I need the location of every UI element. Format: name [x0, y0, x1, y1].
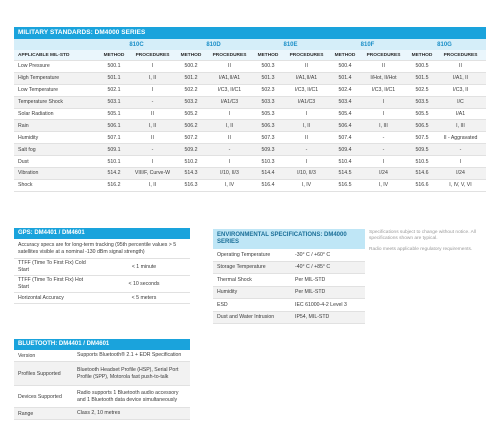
gps-row-label: TTFF (Time To First Fix) Hot Start [18, 277, 84, 290]
env-row-value: -30° C / +60° C [295, 251, 331, 258]
procedure-cell: I/A1, II [453, 75, 468, 82]
bt-row-value: Bluetooth Headset Profile (HSP), Serial Port Profile (SPP), Motorola fast push-to-talk [77, 366, 179, 380]
env-row [213, 274, 365, 287]
method-cell: 500.4 [338, 63, 352, 70]
env-row-value: IEC 61000-4-2 Level 3 [295, 301, 347, 308]
method-cell: 503.5 [415, 99, 429, 106]
method-cell: 509.2 [184, 146, 198, 153]
procedure-cell: I [151, 158, 154, 165]
environmental-specs [213, 229, 365, 324]
method-cell: 509.3 [261, 146, 275, 153]
method-cell: 507.2 [184, 134, 198, 141]
header-method: METHOD [411, 52, 433, 58]
env-row-label: Storage Temperature [217, 264, 266, 271]
header-procedures: PROCEDURES [366, 52, 401, 58]
method-cell: 501.1 [107, 75, 121, 82]
table-row [14, 61, 486, 73]
procedure-cell: - [151, 146, 154, 153]
procedure-cell: II [228, 63, 231, 70]
procedure-cell: - [228, 146, 231, 153]
procedure-cell: - [459, 146, 462, 153]
method-cell: 505.1 [107, 111, 121, 117]
bluetooth-specs [14, 339, 190, 420]
procedure-cell: II [151, 111, 154, 117]
method-cell: 503.1 [107, 99, 121, 106]
procedure-cell: I/A1 [455, 111, 466, 117]
bt-row-label: Version [18, 352, 36, 359]
gps-row-cold-start [14, 258, 190, 275]
method-cell: 514.5 [338, 170, 352, 177]
method-cell: 500.2 [184, 63, 198, 70]
env-row [213, 262, 365, 275]
procedure-cell: II - Aggravated [443, 134, 478, 141]
method-cell: 505.5 [415, 111, 429, 117]
header-applicable-mil-std: APPLICABLE MIL-STD [18, 52, 70, 58]
method-cell: 510.1 [107, 158, 121, 165]
env-row-label: Humidity [217, 289, 238, 296]
footnotes [369, 230, 485, 257]
procedure-cell: - [305, 146, 308, 153]
header-method: METHOD [103, 52, 125, 58]
header-procedures: PROCEDURES [289, 52, 324, 58]
procedure-cell: I, III [456, 122, 465, 129]
gps-row-value: < 5 meters [131, 295, 157, 301]
procedure-cell: I [151, 87, 154, 94]
procedure-cell: I [305, 111, 308, 117]
row-label: Humidity [18, 134, 39, 141]
procedure-cell: I/C3, II/C1 [294, 87, 319, 94]
procedure-cell: II [305, 134, 308, 141]
procedure-cell: - [382, 134, 385, 141]
group-810c: 810C [129, 41, 144, 48]
procedure-cell: I/24 [379, 170, 388, 177]
procedure-cell: I/C3, II/C1 [217, 87, 242, 94]
method-cell: 500.1 [107, 63, 121, 70]
env-row-value: IP54, MIL-STD [295, 314, 330, 321]
group-810g: 810G [437, 41, 452, 48]
group-810f: 810F [360, 41, 375, 48]
regulatory-note: Radio meets applicable regulatory requirements. [369, 246, 473, 252]
method-cell: 507.5 [415, 134, 429, 141]
method-cell: 507.1 [107, 134, 121, 141]
table-row [14, 180, 486, 192]
gps-row-label: Horizontal Accuracy [18, 294, 64, 301]
method-cell: 501.2 [184, 75, 198, 82]
table-row [14, 73, 486, 85]
procedure-cell: I/C3, II/C1 [371, 87, 396, 94]
header-procedures: PROCEDURES [135, 52, 170, 58]
bt-row-label: Devices Supported [18, 393, 62, 400]
procedure-cell: - [151, 99, 154, 106]
procedure-cell: I, II [302, 122, 311, 129]
method-cell: 502.5 [415, 87, 429, 94]
method-cell: 506.2 [184, 122, 198, 129]
method-cell: 506.4 [338, 122, 352, 129]
environmental-title: ENVIRONMENTAL SPECIFICATIONS: DM4000 SERIES [213, 229, 365, 249]
method-cell: 503.4 [338, 99, 352, 106]
header-method: METHOD [257, 52, 279, 58]
military-standards-table [14, 27, 486, 192]
gps-accuracy-note: Accuracy specs are for long-term tracking (95th percentile values > 5 satellites visible at a nominal -130 dBm signal strength) [18, 242, 177, 255]
method-cell: 505.4 [338, 111, 352, 117]
row-label: Low Pressure [18, 63, 50, 70]
table-row [14, 120, 486, 132]
procedure-cell: I, IV [301, 182, 312, 189]
method-cell: 502.2 [184, 87, 198, 94]
method-cell: 510.3 [261, 158, 275, 165]
row-label: High Temperature [18, 75, 60, 82]
method-cell: 502.4 [338, 87, 352, 94]
procedure-cell: VIII/F, Curve-W [134, 170, 171, 177]
header-procedures: PROCEDURES [212, 52, 247, 58]
method-cell: 510.2 [184, 158, 198, 165]
env-row [213, 312, 365, 325]
env-row [213, 287, 365, 300]
procedure-cell: I [382, 111, 385, 117]
gps-row-hot-start [14, 275, 190, 292]
method-cell: 516.6 [415, 182, 429, 189]
table-row [14, 85, 486, 97]
bt-row-label: Range [18, 410, 34, 417]
env-row-value: Per MIL-STD [295, 276, 326, 283]
method-cell: 509.4 [338, 146, 352, 153]
method-cell: 506.1 [107, 122, 121, 129]
column-header-row [14, 50, 486, 61]
procedure-cell: I/C [457, 99, 464, 106]
procedure-cell: I/Hot, II/Hot [370, 75, 397, 82]
method-cell: 505.2 [184, 111, 198, 117]
procedure-cell: I, II [148, 182, 157, 189]
env-row-label: Thermal Shock [217, 276, 252, 283]
standard-group-row [14, 39, 486, 50]
group-spacer [14, 39, 98, 50]
row-label: Rain [18, 122, 29, 129]
env-row [213, 299, 365, 312]
method-cell: 503.2 [184, 99, 198, 106]
procedure-cell: II [151, 134, 154, 141]
table-row [14, 168, 486, 180]
method-cell: 503.3 [261, 99, 275, 106]
env-row-value: -40° C / +85° C [295, 264, 331, 271]
group-810e: 810E [283, 41, 298, 48]
procedure-cell: I [382, 158, 385, 165]
gps-row-accuracy [14, 292, 190, 304]
method-cell: 502.1 [107, 87, 121, 94]
procedure-cell: II [382, 63, 385, 70]
gps-row-label: TTFF (Time To First Fix) Cold Start [18, 260, 86, 273]
procedure-cell: I [228, 158, 231, 165]
env-row-value: Per MIL-STD [295, 289, 326, 296]
row-label: Vibration [18, 170, 39, 177]
env-row-label: ESD [217, 301, 228, 308]
procedure-cell: - [382, 146, 385, 153]
procedure-cell: II [228, 134, 231, 141]
procedure-cell: I [228, 111, 231, 117]
method-cell: 501.4 [338, 75, 352, 82]
method-cell: 505.3 [261, 111, 275, 117]
method-cell: 509.1 [107, 146, 121, 153]
method-cell: 516.4 [261, 182, 275, 189]
procedure-cell: I/A1,II/A1 [218, 75, 241, 82]
method-cell: 501.3 [261, 75, 275, 82]
procedure-cell: I/10, II/3 [220, 170, 239, 177]
method-cell: 501.5 [415, 75, 429, 82]
method-cell: 506.3 [261, 122, 275, 129]
method-cell: 514.3 [184, 170, 198, 177]
group-810d: 810D [206, 41, 221, 48]
procedure-cell: II [305, 63, 308, 70]
bt-row [14, 408, 190, 420]
bt-row-value: Class 2, 10 metres [77, 410, 121, 417]
row-label: Dust [18, 158, 29, 165]
header-method: METHOD [334, 52, 356, 58]
gps-title: GPS: DM4401 / DM4601 [14, 228, 190, 239]
procedure-cell: I/10, II/3 [297, 170, 316, 177]
method-cell: 500.3 [261, 63, 275, 70]
method-cell: 514.2 [107, 170, 121, 177]
procedure-cell: II [459, 63, 462, 70]
procedure-cell: I [382, 99, 385, 106]
method-cell: 516.2 [107, 182, 121, 189]
table-row [14, 144, 486, 156]
bt-row [14, 350, 190, 362]
procedure-cell: I, II [148, 75, 157, 82]
env-row-label: Operating Temperature [217, 251, 271, 258]
gps-row-value: < 10 seconds [128, 281, 160, 287]
procedure-cell: I/24 [456, 170, 465, 177]
method-cell: 507.3 [261, 134, 275, 141]
procedure-cell: I, IV [378, 182, 389, 189]
method-cell: 514.4 [261, 170, 275, 177]
row-label: Temperature Shock [18, 99, 63, 106]
table-row [14, 132, 486, 144]
method-cell: 510.4 [338, 158, 352, 165]
bt-row [14, 386, 190, 408]
method-cell: 510.5 [415, 158, 429, 165]
gps-row-value: < 1 minute [131, 264, 157, 270]
bt-row-value: Radio supports 1 Bluetooth audio accessory and 1 Bluetooth data device simultaneously [77, 389, 179, 403]
row-label: Salt fog [18, 146, 36, 153]
env-row [213, 249, 365, 262]
procedure-cell: I/C3, II [452, 87, 469, 94]
procedure-cell: I [151, 63, 154, 70]
method-cell: 516.5 [338, 182, 352, 189]
row-label: Solar Radiation [18, 111, 54, 117]
method-cell: 516.3 [184, 182, 198, 189]
method-cell: 500.5 [415, 63, 429, 70]
military-standards-title: MILITARY STANDARDS: DM4000 SERIES [14, 27, 486, 39]
method-cell: 514.6 [415, 170, 429, 177]
method-cell: 507.4 [338, 134, 352, 141]
specs-disclaimer: Specifications subject to change without notice. All specifications shown are typical. [369, 230, 476, 242]
bluetooth-title: BLUETOOTH: DM4401 / DM4601 [14, 339, 190, 350]
procedure-cell: I [459, 158, 462, 165]
procedure-cell: I/A1,II/A1 [295, 75, 318, 82]
table-row [14, 97, 486, 109]
procedure-cell: I [305, 158, 308, 165]
procedure-cell: I, IV [224, 182, 235, 189]
env-row-label: Dust and Water Intrusion [217, 314, 275, 321]
procedure-cell: I, IV, V, VI [449, 182, 472, 189]
row-label: Shock [18, 182, 33, 189]
header-method: METHOD [180, 52, 202, 58]
bt-row-label: Profiles Supported [18, 370, 61, 377]
bt-row-value: Supports Bluetooth® 2.1 + EDR Specification [77, 352, 182, 359]
procedure-cell: I/A1/C3 [220, 99, 239, 106]
table-row [14, 109, 486, 121]
procedure-cell: I/A1/C3 [297, 99, 316, 106]
row-label: Low Temperature [18, 87, 58, 94]
procedure-cell: I, II [225, 122, 234, 129]
header-procedures: PROCEDURES [443, 52, 478, 58]
bt-row [14, 362, 190, 386]
procedure-cell: I, II [148, 122, 157, 129]
table-row [14, 156, 486, 168]
gps-specs [14, 228, 190, 304]
procedure-cell: I, III [379, 122, 388, 129]
method-cell: 506.5 [415, 122, 429, 129]
method-cell: 502.3 [261, 87, 275, 94]
method-cell: 509.5 [415, 146, 429, 153]
